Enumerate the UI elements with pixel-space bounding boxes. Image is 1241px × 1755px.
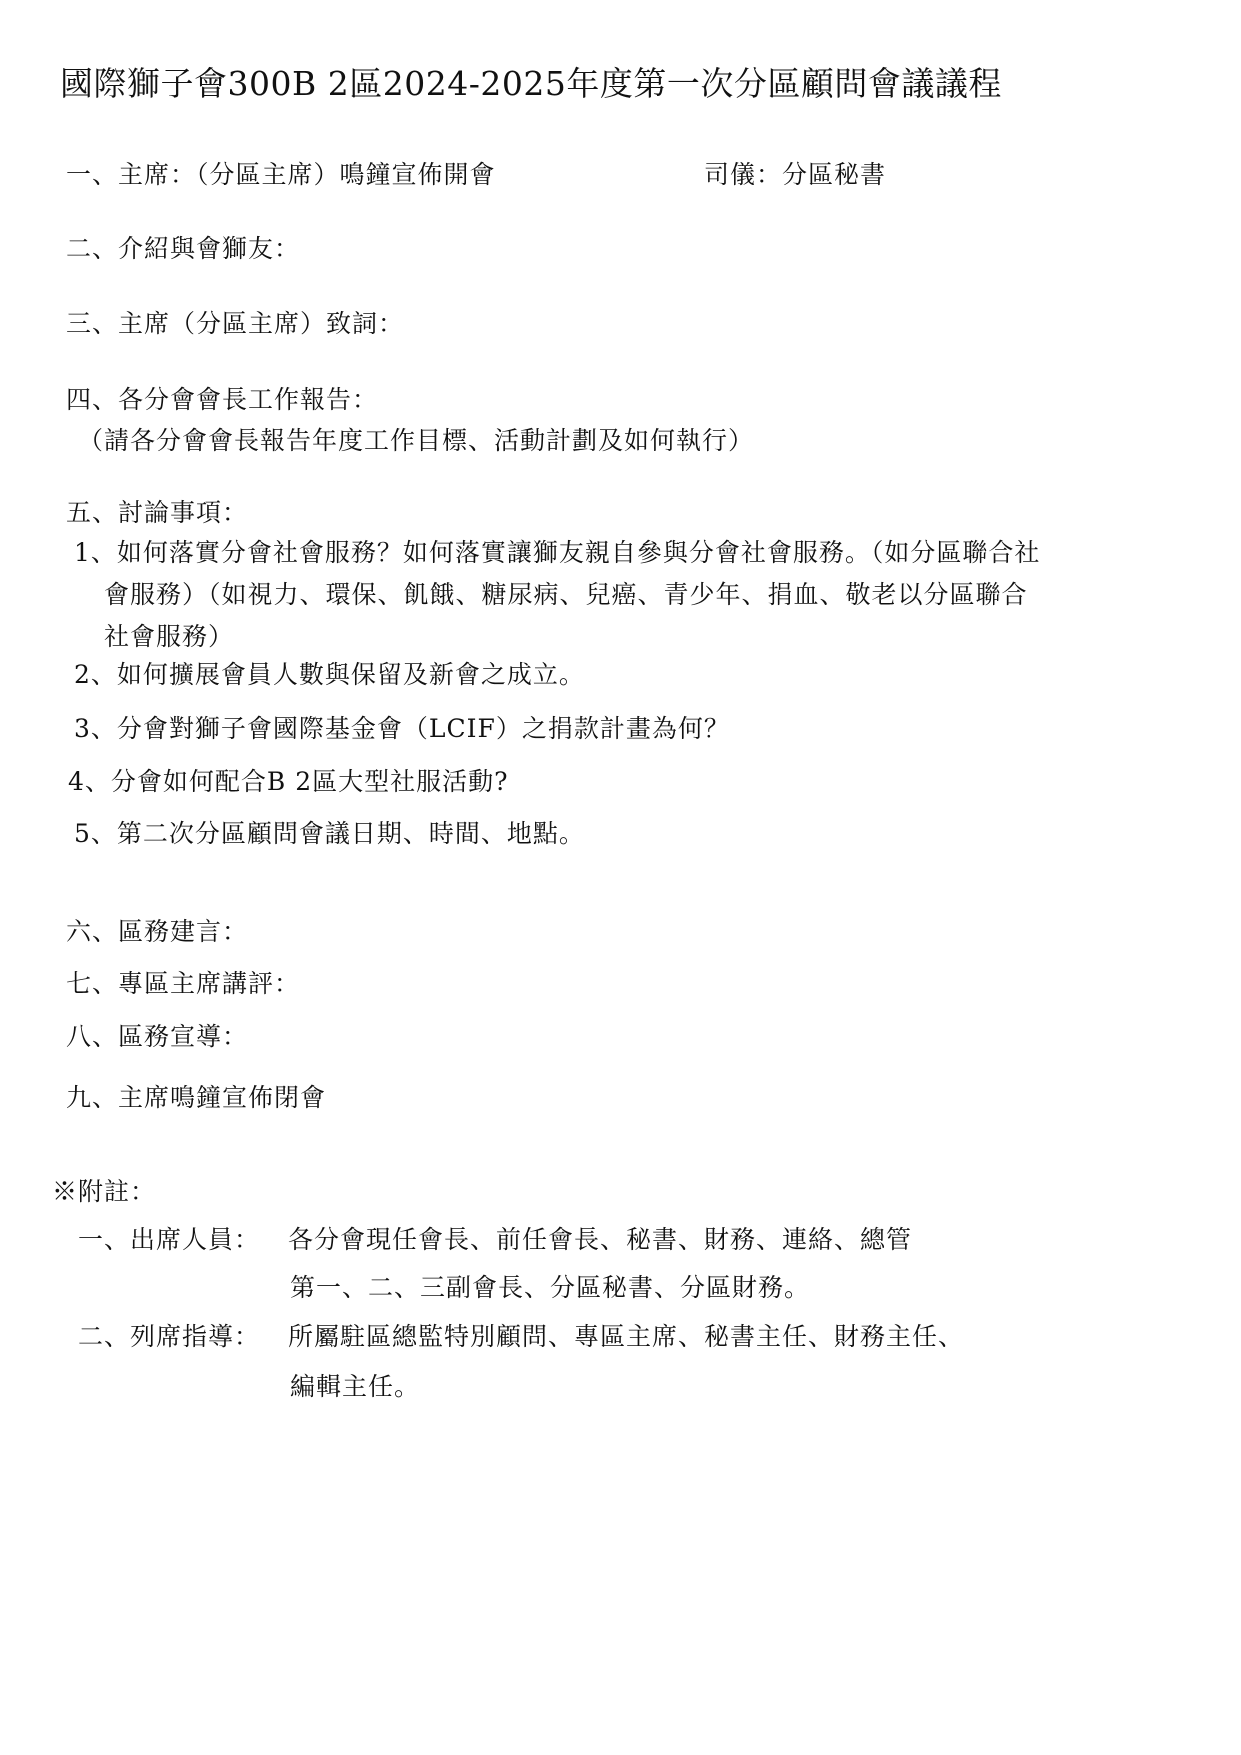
notes-guide-line-2: 編輯主任。 bbox=[290, 1372, 421, 1401]
discussion-item-3: 3、分會對獅子會國際基金會（LCIF）之捐款計畫為何？ bbox=[74, 714, 730, 743]
agenda-item-3: 三、主席（分區主席）致詞： bbox=[66, 309, 405, 338]
page-title: 國際獅子會300B 2區2024-2025年度第一次分區顧問會議議程 bbox=[60, 64, 1002, 103]
agenda-item-6: 六、區務建言： bbox=[66, 917, 249, 946]
agenda-item-7: 七、專區主席講評： bbox=[66, 969, 301, 998]
notes-attend-line-1: 各分會現任會長、前任會長、秘書、財務、連絡、總管 bbox=[288, 1225, 913, 1254]
discussion-item-1-line-1: 1、如何落實分會社會服務？如何落實讓獅友親自參與分會社會服務。（如分區聯合社 bbox=[74, 538, 1041, 567]
agenda-item-4-note: （請各分會會長報告年度工作目標、活動計劃及如何執行） bbox=[78, 426, 755, 455]
agenda-item-1-emcee: 司儀：分區秘書 bbox=[704, 160, 887, 189]
notes-guide-label: 二、列席指導： bbox=[78, 1322, 261, 1351]
notes-heading: ※附註： bbox=[52, 1177, 157, 1206]
discussion-item-2: 2、如何擴展會員人數與保留及新會之成立。 bbox=[74, 660, 585, 689]
agenda-item-5: 五、討論事項： bbox=[66, 498, 249, 527]
discussion-item-4: 4、分會如何配合B 2區大型社服活動? bbox=[68, 767, 509, 796]
discussion-item-1-line-3: 社會服務） bbox=[104, 622, 235, 651]
notes-attend-line-2: 第一、二、三副會長、分區秘書、分區財務。 bbox=[290, 1273, 811, 1302]
agenda-item-4: 四、各分會會長工作報告： bbox=[66, 385, 379, 414]
agenda-item-1: 一、主席：（分區主席）鳴鐘宣佈開會 bbox=[66, 160, 496, 189]
agenda-item-9: 九、主席鳴鐘宣佈閉會 bbox=[66, 1083, 327, 1112]
discussion-item-5: 5、第二次分區顧問會議日期、時間、地點。 bbox=[74, 819, 585, 848]
notes-attend-label: 一、出席人員： bbox=[78, 1225, 261, 1254]
agenda-item-8: 八、區務宣導： bbox=[66, 1022, 249, 1051]
agenda-item-2: 二、介紹與會獅友： bbox=[66, 234, 301, 263]
notes-guide-line-1: 所屬駐區總監特別顧問、專區主席、秘書主任、財務主任、 bbox=[288, 1322, 965, 1351]
discussion-item-1-line-2: 會服務）（如視力、環保、飢餓、糖尿病、兒癌、青少年、捐血、敬老以分區聯合 bbox=[104, 580, 1028, 609]
